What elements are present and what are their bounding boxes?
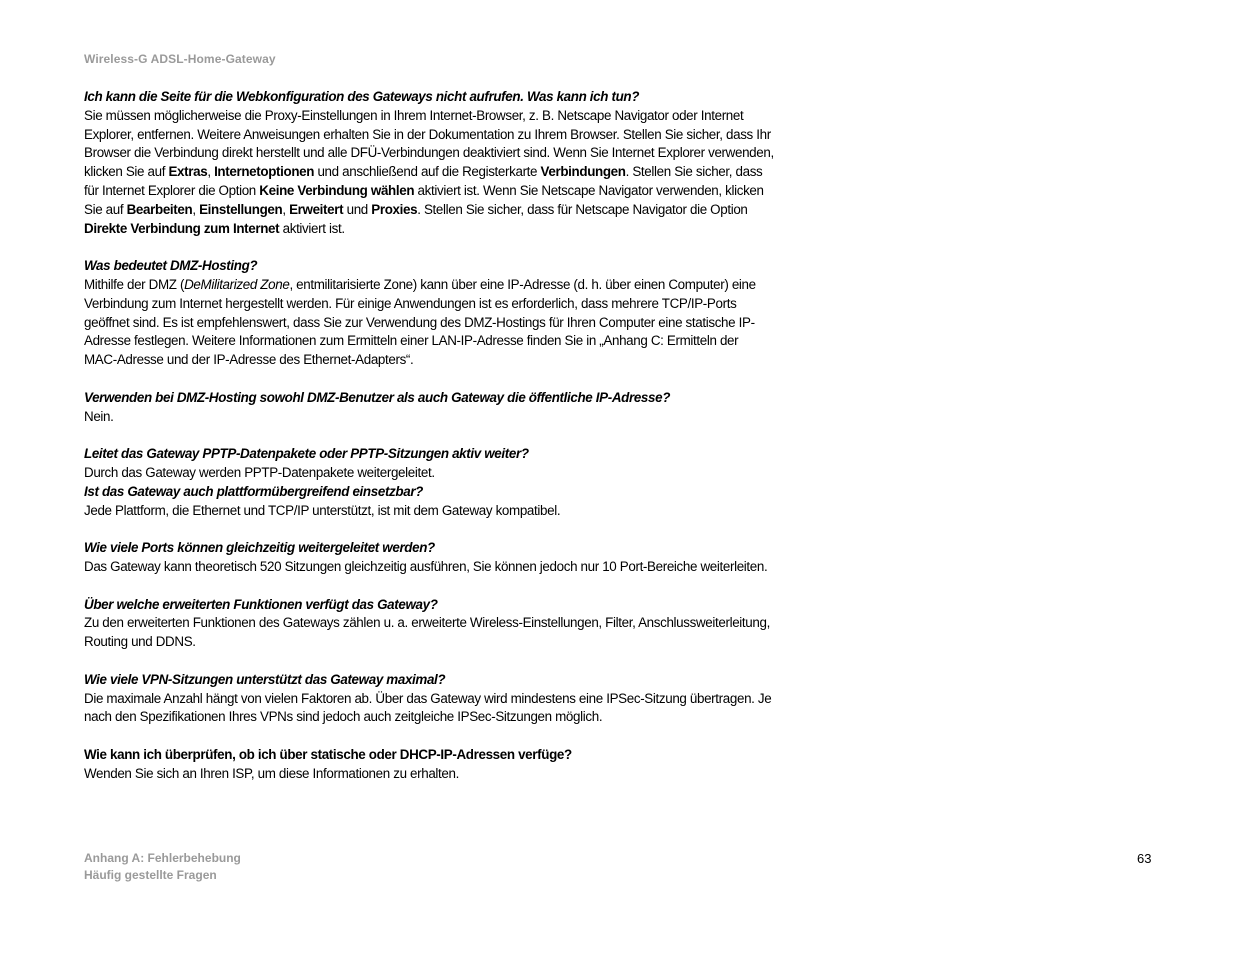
term-verbindungen: Verbindungen (540, 164, 626, 180)
faq-answer-pptp: Durch das Gateway werden PPTP-Datenpakete weitergeleitet. (84, 464, 435, 480)
faq-question-dmz-ip: Verwenden bei DMZ-Hosting sowohl DMZ-Benutzer als auch Gateway die öffentliche IP-Adresse? (84, 389, 671, 405)
term-proxies: Proxies (371, 201, 418, 217)
footer-section: Häufig gestellte Fragen (84, 867, 217, 882)
answer-text: , (207, 164, 215, 180)
page-number: 63 (1137, 851, 1152, 866)
faq-question-pptp: Leitet das Gateway PPTP-Datenpakete oder PPTP-Sitzungen aktiv weiter? (84, 446, 529, 462)
term-internetoptionen: Internetoptionen (214, 164, 315, 180)
term-demilitarized-zone: DeMilitarized Zone (184, 276, 290, 292)
term-extras: Extras (168, 164, 208, 180)
faq-answer-dhcp: Wenden Sie sich an Ihren ISP, um diese Informationen zu erhalten. (84, 765, 459, 781)
faq-question-features: Über welche erweiterten Funktionen verfügt das Gateway? (84, 596, 438, 612)
term-direkte-verbindung: Direkte Verbindung zum Internet (84, 220, 280, 236)
answer-text: , (282, 201, 290, 217)
faq-answer-platform: Jede Plattform, die Ethernet und TCP/IP unterstützt, ist mit dem Gateway kompatibel. (84, 502, 561, 518)
answer-text: aktiviert ist. Wenn Sie Netscape Navigator verwenden, klicken Sie auf (84, 182, 764, 217)
answer-text: und (343, 201, 372, 217)
faq-answer-dmz-ip: Nein. (84, 408, 114, 424)
faq-question-vpn: Wie viele VPN-Sitzungen unterstützt das Gateway maximal? (84, 671, 446, 687)
answer-text: . Stellen Sie sicher, dass für Netscape Navigator die Option (417, 201, 748, 217)
term-bearbeiten: Bearbeiten (126, 201, 193, 217)
faq-answer-features: Zu den erweiterten Funktionen des Gateways zählen u. a. erweiterte Wireless-Einstellungen, Filter, Anschlussweiterleitung, Routing und DDNS. (84, 615, 770, 650)
answer-text: Mithilfe der DMZ ( (84, 276, 185, 292)
answer-text: und anschließend auf die Registerkarte (314, 164, 541, 180)
faq-answer-dmz (84, 276, 774, 370)
faq-answer-vpn: Die maximale Anzahl hängt von vielen Faktoren ab. Über das Gateway wird mindestens eine IPSec-Sitzung übertragen. Je nach den Spezifikationen Ihres VPNs sind jedoch auch zeitgleiche IPSec-Sitzungen möglich. (84, 690, 772, 725)
faq-question-dhcp: Wie kann ich überprüfen, ob ich über statische oder DHCP-IP-Adressen verfüge? (84, 746, 572, 762)
faq-question-ports: Wie viele Ports können gleichzeitig weitergeleitet werden? (84, 540, 435, 556)
running-footer (84, 850, 241, 883)
faq-question-dmz: Was bedeutet DMZ-Hosting? (84, 258, 258, 274)
faq-question-platform: Ist das Gateway auch plattformübergreifend einsetzbar? (84, 483, 424, 499)
answer-text: aktiviert ist. (279, 220, 345, 236)
answer-text: , (192, 201, 200, 217)
answer-text: Sie müssen möglicherweise die Proxy-Einstellungen in Ihrem Internet-Browser, z. B. Netscape Navigator oder Internet Explorer, entfernen. Weitere Anweisungen erhalten Sie in der Dokumentation zu Ihrem Browser. Stellen Sie sicher, dass Ihr Browser die Verbindung direkt herstellt und alle DFÜ-Verbindungen deaktiviert sind. Wenn Sie Internet Explorer verwenden, klicken Sie auf (84, 107, 774, 180)
faq-answer-webconfig (84, 107, 774, 239)
faq-content (84, 88, 774, 783)
faq-answer-ports: Das Gateway kann theoretisch 520 Sitzungen gleichzeitig ausführen, Sie können jedoch nur 10 Port-Bereiche weiterleiten. (84, 558, 768, 574)
answer-text: , entmilitarisierte Zone) kann über eine IP-Adresse (d. h. über einen Computer) eine Verbindung zum Internet hergestellt werden. Für einige Anwendungen ist es erforderlich, dass mehrere TCP/IP-Ports geöffnet sind. Es ist empfehlenswert, dass Sie zur Verwendung des DMZ-Hostings für Ihren Computer eine statische IP-Adresse festlegen. Weitere Informationen zum Ermitteln einer LAN-IP-Adresse finden Sie in „Anhang C: Ermitteln der MAC-Adresse und der IP-Adresse des Ethernet-Adapters“. (84, 276, 756, 368)
answer-text: . Stellen Sie sicher, dass für Internet Explorer die Option (84, 164, 763, 198)
footer-chapter: Anhang A: Fehlerbehebung (84, 851, 241, 865)
running-header: Wireless-G ADSL-Home-Gateway (84, 52, 276, 66)
term-keine-verbindung: Keine Verbindung wählen (259, 182, 415, 198)
term-erweitert: Erweitert (289, 201, 344, 217)
faq-question-webconfig: Ich kann die Seite für die Webkonfiguration des Gateways nicht aufrufen. Was kann ich tun? (84, 89, 640, 104)
term-einstellungen: Einstellungen (199, 201, 283, 217)
